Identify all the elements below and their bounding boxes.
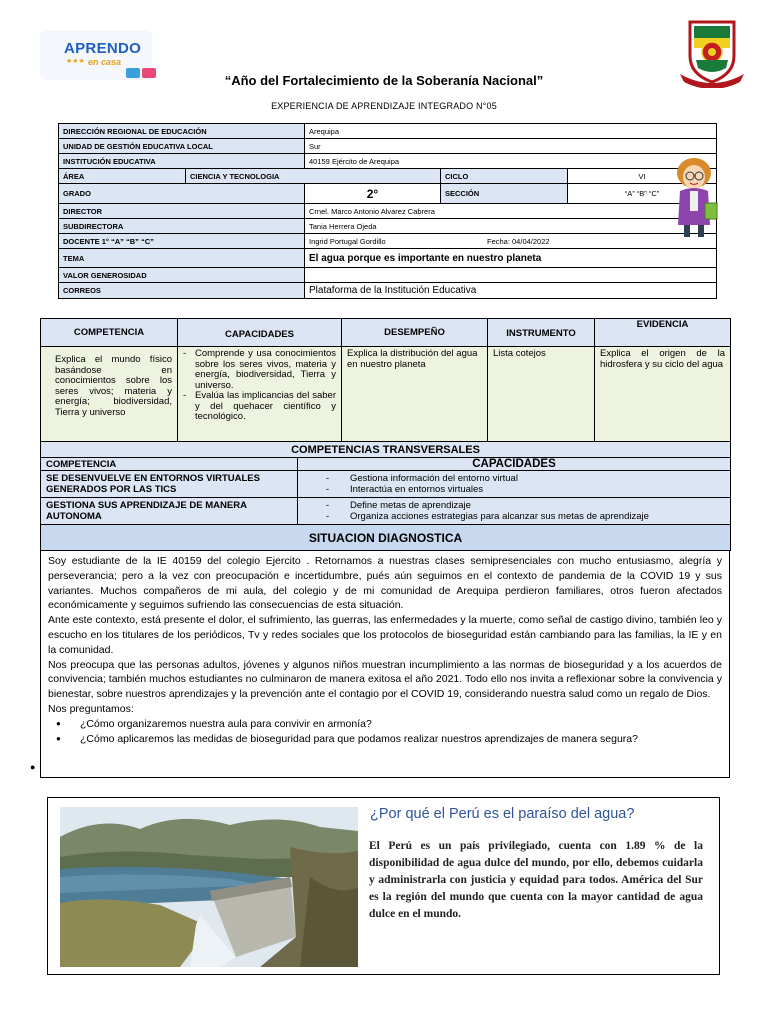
area-row xyxy=(59,169,717,184)
ciclo-label: CICLO xyxy=(441,169,568,184)
director-row xyxy=(59,204,717,219)
header-capacidades: CAPACIDADES xyxy=(178,319,342,347)
transversales-title: COMPETENCIAS TRANSVERSALES xyxy=(41,442,731,458)
capacidad-line: - Gestiona información del entorno virtual xyxy=(326,473,725,485)
docente-value: Ingrid Portugal Gordillo xyxy=(309,236,386,246)
transversales-title-row xyxy=(41,442,731,458)
docente-label: DOCENTE 1° “A” “B” “C” xyxy=(59,234,305,249)
situacion-paragraph: Nos preocupa que las personas adultos, jóvenes y algunos niños muestran incumplimiento a las normas de bioseguridad y a los acuerdos de convivencia; también muchos estudiantes no culminaron de manera exitosa el año 2021. Todo ello nos invita a reflexionar sobre la convivencia y bienestar, sobre nuestros aprendizajes y la prevención ante el contagio por el COVID 19, considerando nuestra salud como un regalo de Dios. xyxy=(48,658,722,701)
docente-cell xyxy=(305,234,717,249)
header-competencia: COMPETENCIA xyxy=(41,319,178,347)
situacion-paragraph: Nos preguntamos: xyxy=(48,702,134,715)
logo-text: APRENDO xyxy=(64,40,142,57)
grado-label: GRADO xyxy=(59,184,305,204)
valor-value xyxy=(305,268,717,283)
logo-sub: en casa xyxy=(88,57,122,67)
ugel-value: Sur xyxy=(305,139,717,154)
director-value: Crnel. Marco Antonio Alvarez Cabrera xyxy=(305,204,717,219)
director-label: DIRECTOR xyxy=(59,204,305,219)
dre-label: DIRECCIÓN REGIONAL DE EDUCACIÓN xyxy=(59,124,305,139)
tema-value: El agua porque es importante en nuestro planeta xyxy=(305,249,717,268)
header-desempeno: DESEMPEÑO xyxy=(342,319,488,347)
agua-text: El Perú es un país privilegiado, cuenta con 1.89 % de la disponibilidad de agua dulce del mundo, por ello, debemos cuidarla y administrarla con justicia y equidad para todos. América del Sur es la región del mundo que cuenta con la mayor cantidad de agua dulce en el mundo. xyxy=(369,840,703,920)
question-item: ● ¿Cómo aplicaremos las medidas de bioseguridad para que podamos realizar nuestros aprendizajes de manera segura? xyxy=(50,732,722,747)
competencia-cell: Explica el mundo físico basándose en conocimientos sobre los seres vivos; materia y energía; biodiversidad, Tierra y universo xyxy=(41,347,178,470)
dre-value: Arequipa xyxy=(305,124,717,139)
question-item: ● ¿Cómo organizaremos nuestra aula para convivir en armonía? xyxy=(50,717,722,732)
capacidad-line: - Interactúa en entornos virtuales xyxy=(326,484,725,496)
teacher-cartoon-icon xyxy=(672,155,722,241)
situacion-paragraph: Soy estudiante de la IE 40159 del colegio Ejercito . Retornamos a nuestras clases semipresenciales con mucho entusiasmo, alegría y perseverancia; pero a la vez con preocupación e incertidumbre, pués aún seguimos en el contexto de pandemia de la COVID 19 y sus variantes. Muchos compañeros de mi aula, del colegio y de mi comunidad de Arequipa perdieron familiares, otros fueron afectados económicamente y seguimos sufriendo las consecuencias de esta situación. xyxy=(48,555,722,612)
logo-stars: ★★★ xyxy=(66,58,85,65)
competencias-header-row xyxy=(41,319,731,347)
general-info-table xyxy=(58,123,717,299)
correos-value: Plataforma de la Institución Educativa xyxy=(305,283,717,299)
subdirectora-row xyxy=(59,219,717,234)
transversal-capacidades-tics xyxy=(298,471,731,498)
seccion-label: SECCIÓN xyxy=(441,184,568,204)
header-instrumento: INSTRUMENTO xyxy=(488,319,595,347)
agua-info-box xyxy=(47,797,720,975)
correos-label: CORREOS xyxy=(59,283,305,299)
agua-title: ¿Por qué el Perú es el paraíso del agua? xyxy=(370,806,635,822)
docente-row xyxy=(59,234,717,249)
transversal-row-autonoma xyxy=(41,498,731,525)
area-value: CIENCIA Y TECNOLOGIA xyxy=(186,169,441,184)
evidencia-cell: Explica el origen de la hidrosfera y su ciclo del agua xyxy=(595,347,731,470)
situacion-diagnostica-title: SITUACION DIAGNOSTICA xyxy=(41,525,731,551)
capacidad-line: - Organiza acciones estrategias para alcanzar sus metas de aprendizaje xyxy=(326,511,725,523)
capacidad-item: - Comprende y usa conocimientos sobre los seres vivos, materia y energía, biodiversidad, Tierra y universo. xyxy=(183,349,336,391)
grado-value: 2° xyxy=(305,184,441,204)
dre-row xyxy=(59,124,717,139)
seccion-value: “A” “B” “C” xyxy=(568,184,717,204)
transversales-header-row xyxy=(41,458,731,471)
valor-row xyxy=(59,268,717,283)
correos-row xyxy=(59,283,717,299)
ugel-label: UNIDAD DE GESTIÓN EDUCATIVA LOCAL xyxy=(59,139,305,154)
transversales-col-competencia: COMPETENCIA xyxy=(41,458,298,471)
capacidad-item: - Evalúa las implicancias del saber y del quehacer científico y tecnológico. xyxy=(183,391,336,423)
valor-label: VALOR GENEROSIDAD xyxy=(59,268,305,283)
subdirectora-label: SUBDIRECTORA xyxy=(59,219,305,234)
questions-list xyxy=(50,717,722,747)
transversales-col-capacidades: CAPACIDADES xyxy=(298,458,731,471)
instrumento-cell: Lista cotejos xyxy=(488,347,595,470)
transversal-capacidades-autonoma xyxy=(298,498,731,525)
dam-reservoir-photo xyxy=(60,807,358,967)
transversal-competencia-autonoma: GESTIONA SUS APRENDIZAJE DE MANERA AUTONOMA xyxy=(41,498,298,525)
fecha-value: Fecha: 04/04/2022 xyxy=(487,236,550,246)
ugel-row xyxy=(59,139,717,154)
tema-row xyxy=(59,249,717,268)
subdirectora-value: Tania Herrera Ojeda xyxy=(305,219,717,234)
desempeno-cell: Explica la distribución del agua en nuestro planeta xyxy=(342,347,488,470)
main-title: “Año del Fortalecimiento de la Soberanía Nacional” xyxy=(224,73,544,88)
situacion-title-row xyxy=(41,525,731,551)
ie-label: INSTITUCIÓN EDUCATIVA xyxy=(59,154,305,169)
capacidad-line: - Define metas de aprendizaje xyxy=(326,500,725,512)
ie-row xyxy=(59,154,717,169)
situacion-diagnostica-box xyxy=(40,550,730,778)
situacion-paragraph: Ante este contexto, está presente el dolor, el sufrimiento, las guerras, las enfermedades y la muerte, como señal de castigo divino, también leo y escucho en los titulares de los periódicos, Tv y redes sociales que los protocolos de bioseguridad están cambiando para las familias, la IE y en la comunidad. xyxy=(48,614,722,656)
transversal-competencia-tics: SE DESENVUELVE EN ENTORNOS VIRTUALES GENERADOS POR LAS TICS xyxy=(41,471,298,498)
bullet-icon: ● xyxy=(30,762,36,772)
ie-value: 40159 Ejército de Arequipa xyxy=(305,154,717,169)
header-evidencia: EVIDENCIA xyxy=(595,319,731,347)
area-label: ÁREA xyxy=(59,169,186,184)
experience-title: EXPERIENCIA DE APRENDIZAJE INTEGRADO N°05 xyxy=(271,101,497,111)
tema-label: TEMA xyxy=(59,249,305,268)
competencias-transversales-table xyxy=(40,441,731,551)
ciclo-value: VI xyxy=(568,169,717,184)
grado-row xyxy=(59,184,717,204)
transversal-row-tics xyxy=(41,471,731,498)
capacidades-list xyxy=(183,349,336,423)
